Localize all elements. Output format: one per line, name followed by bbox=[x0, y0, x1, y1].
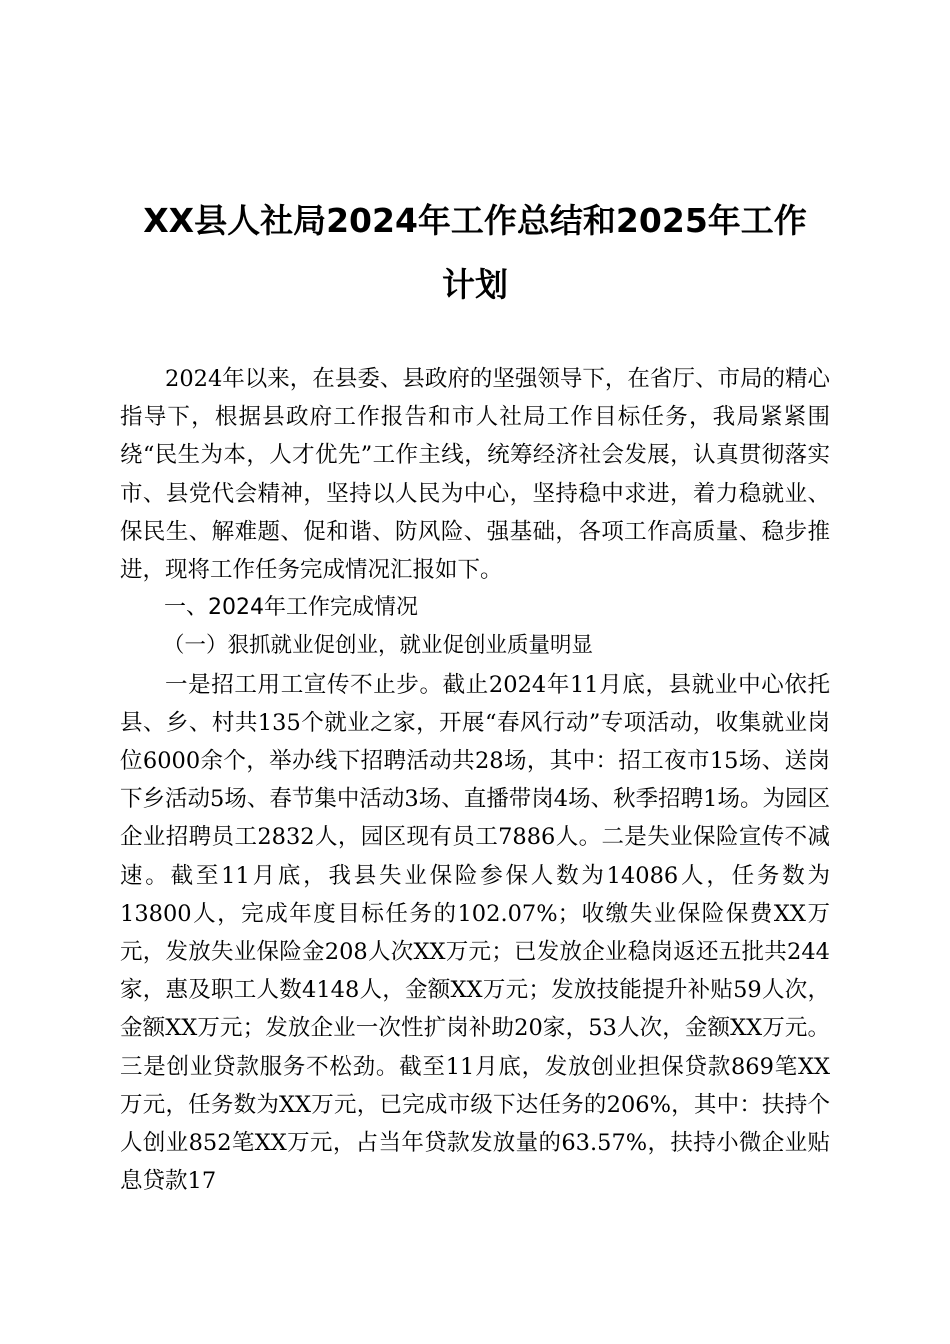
section-heading: 一、2024年工作完成情况 bbox=[164, 595, 418, 621]
document-title-line1: XX县人社局2024年工作总结和2025年工作 bbox=[143, 201, 807, 240]
document-body bbox=[120, 360, 830, 1200]
document-title-line2: 计划 bbox=[442, 265, 508, 304]
intro-paragraph: 2024年以来，在县委、县政府的坚强领导下，在省厅、市局的精心指导下，根据县政府工作报告和市人社局工作目标任务，我局紧紧围绕“民生为本，人才优先”工作主线，统筹经济社会发展，认真贯彻落实市、县党代会精神，坚持以人民为中心，坚持稳中求进，着力稳就业、保民生、解难题、促和谐、防风险、强基础，各项工作高质量、稳步推进，现将工作任务完成情况汇报如下。 bbox=[120, 366, 830, 584]
body-paragraph: 一是招工用工宣传不止步。截止2024年11月底，县就业中心依托县、乡、村共135个就业之家，开展“春风行动”专项活动，收集就业岗位6000余个，举办线下招聘活动共28场，其中：招工夜市15场、送岗下乡活动5场、春节集中活动3场、直播带岗4场、秋季招聘1场。为园区企业招聘员工2832人，园区现有员工7886人。二是失业保险宣传不减速。截至11月底，我县失业保险参保人数为14086人，任务数为13800人，完成年度目标任务的102.07%；收缴失业保险保费XX万元，发放失业保险金208人次XX万元；已发放企业稳岗返还五批共244家，惠及职工人数4148人，金额XX万元；发放技能提升补贴59人次，金额XX万元；发放企业一次性扩岗补助20家，53人次，金额XX万元。三是创业贷款服务不松劲。截至11月底，发放创业担保贷款869笔XX万元，任务数为XX万元，已完成市级下达任务的206%，其中：扶持个人创业852笔XX万元，占当年贷款发放量的63.57%，扶持小微企业贴息贷款17 bbox=[120, 671, 830, 1195]
subsection-heading: （一）狠抓就业促创业，就业促创业质量明显 bbox=[163, 633, 594, 659]
